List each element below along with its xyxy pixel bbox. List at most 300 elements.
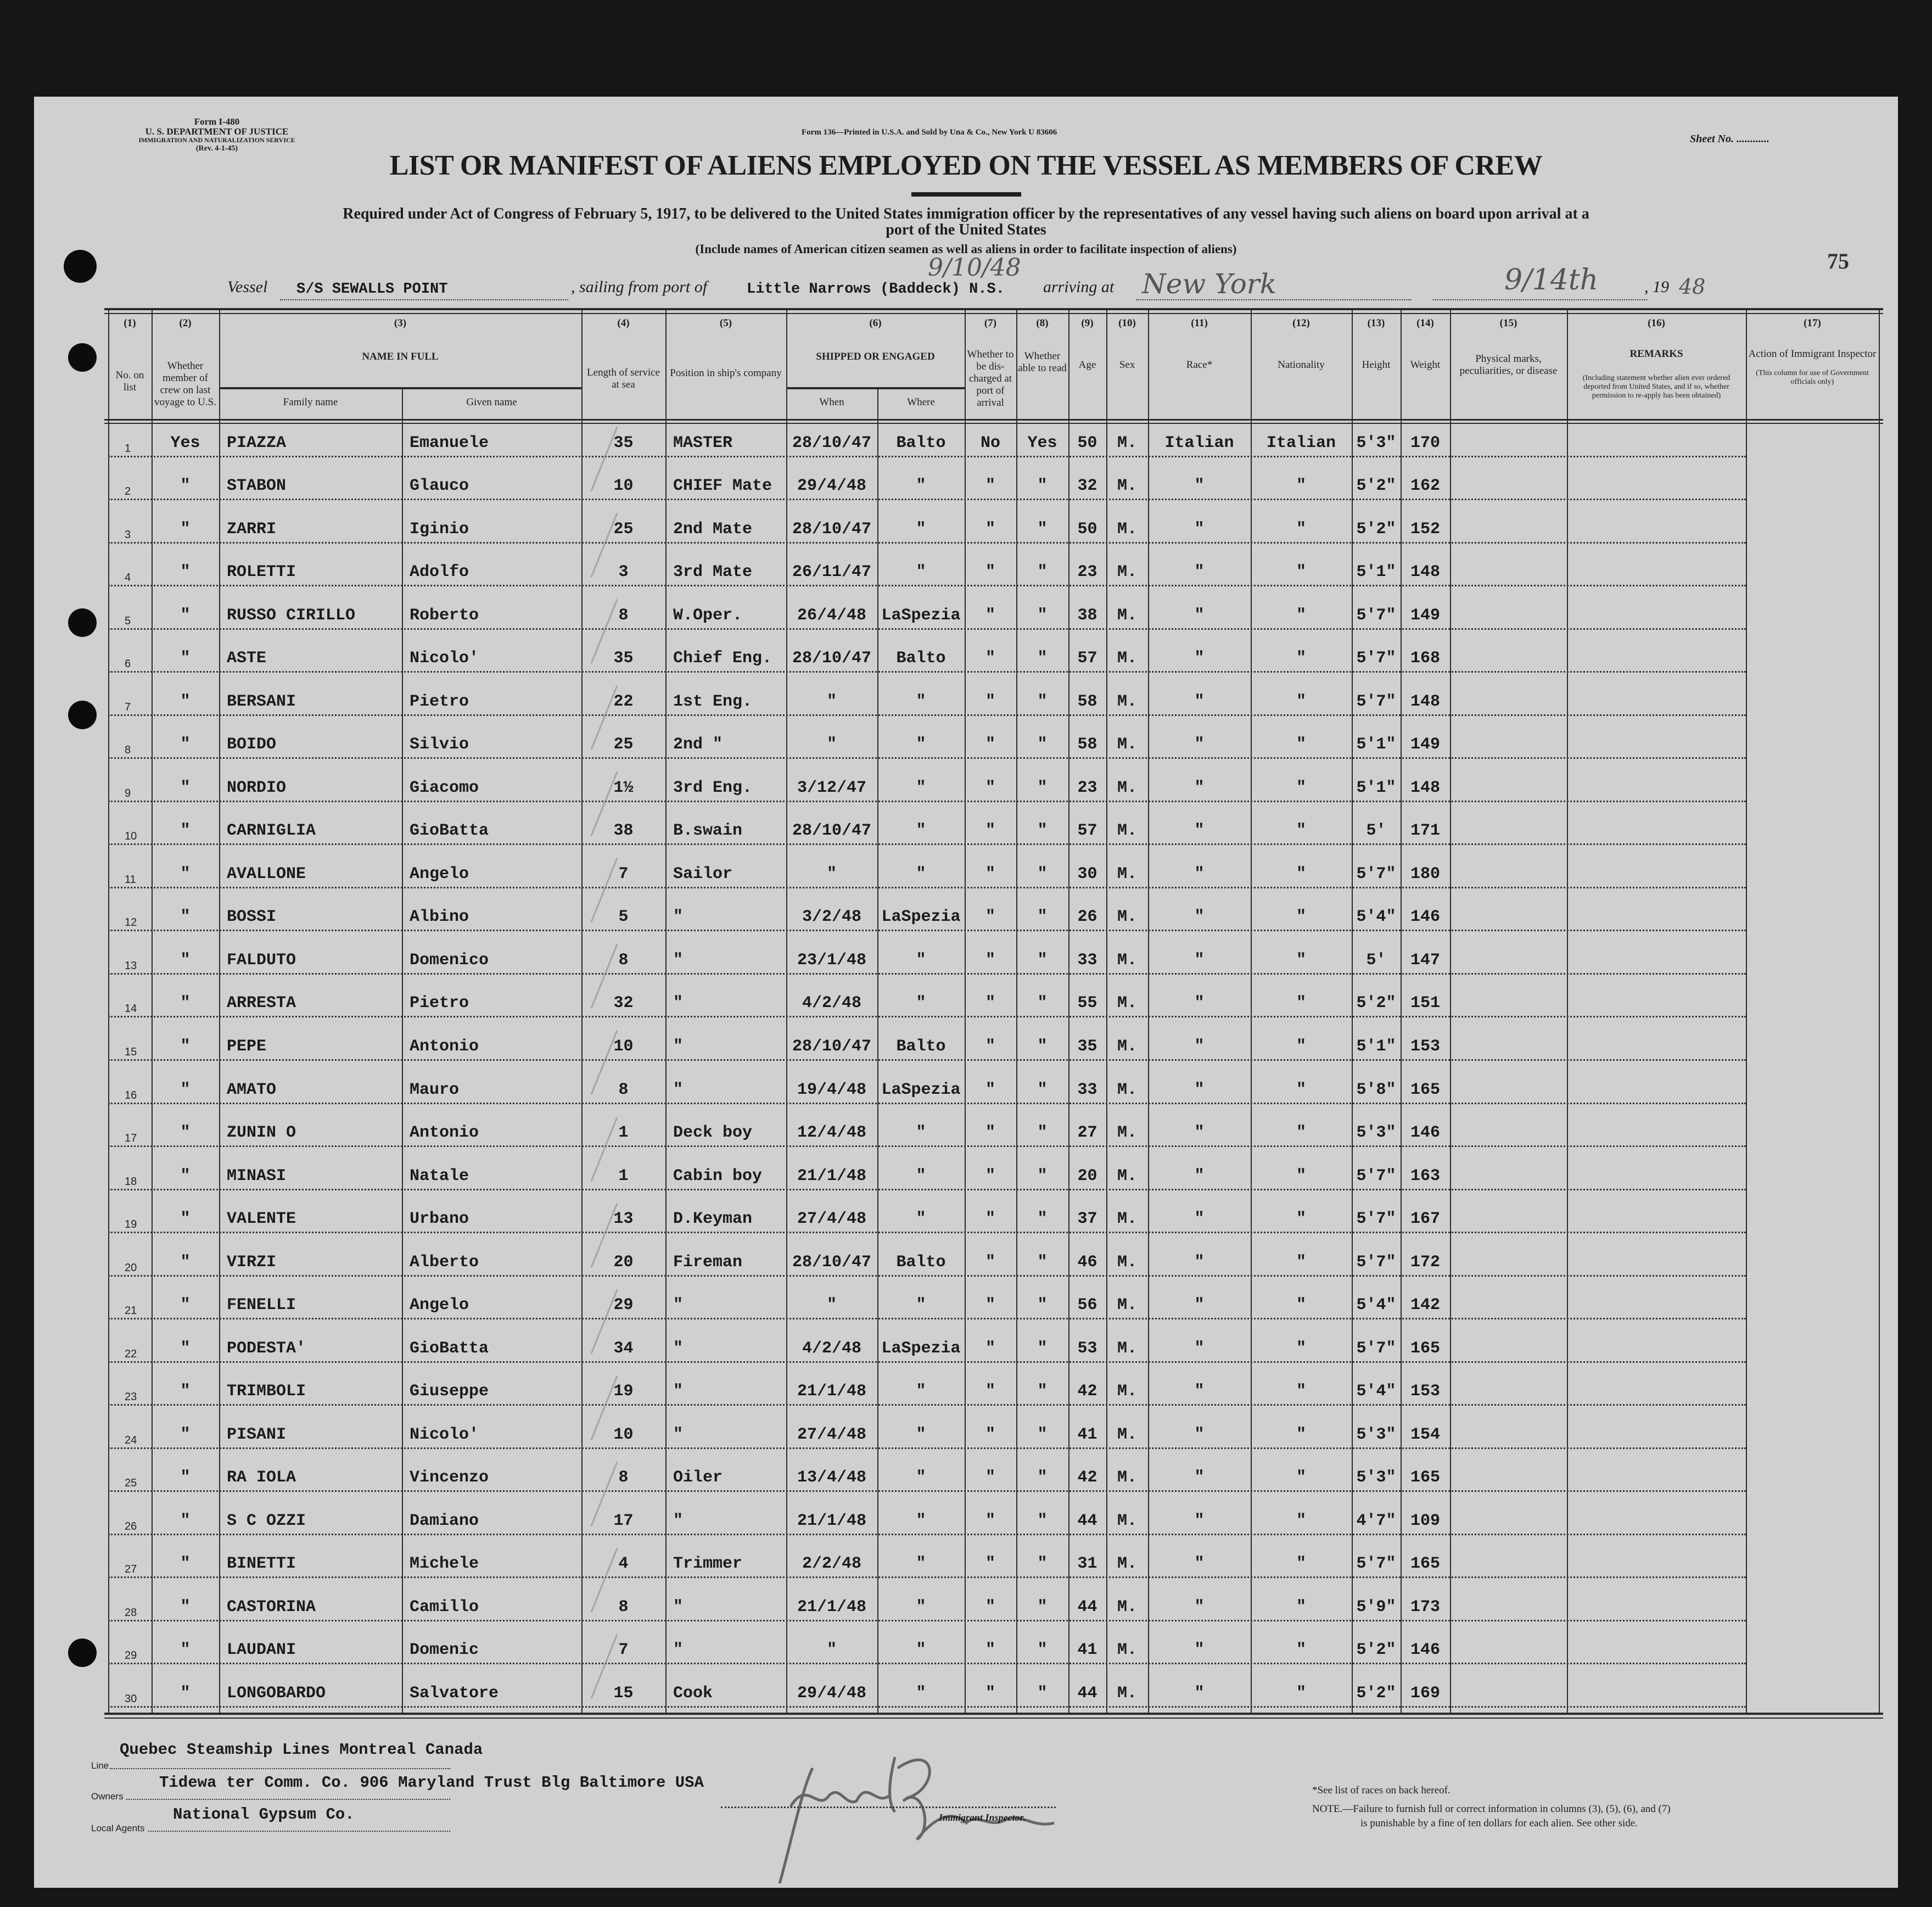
prior-voyage: "	[180, 1080, 191, 1099]
row-divider	[108, 1534, 1746, 1535]
age: 58	[1077, 735, 1097, 754]
sex: M.	[1117, 433, 1137, 452]
given-name: Natale	[410, 1166, 469, 1185]
height: 5'2"	[1356, 477, 1396, 496]
position: Oiler	[673, 1468, 723, 1487]
able-to-read: "	[1037, 1252, 1048, 1272]
nationality: "	[1296, 1554, 1306, 1574]
prior-voyage: "	[180, 1123, 191, 1143]
column-number: (3)	[394, 317, 407, 329]
discharged: "	[985, 1339, 995, 1358]
sex: M.	[1117, 1037, 1137, 1056]
family-name: PEPE	[227, 1037, 267, 1056]
discharged: "	[985, 1166, 995, 1185]
sex: M.	[1117, 1425, 1137, 1444]
department: U. S. DEPARTMENT OF JUSTICE	[145, 126, 289, 137]
sex: M.	[1117, 1339, 1137, 1358]
given-name: GioBatta	[410, 821, 489, 841]
shipped-when: 27/4/48	[797, 1210, 867, 1229]
vessel-dotted-line	[280, 299, 568, 300]
family-name: BINETTI	[227, 1554, 296, 1574]
weight: 169	[1410, 1684, 1440, 1703]
row-number: 9	[125, 787, 131, 799]
nationality: "	[1296, 778, 1306, 797]
position: "	[673, 1597, 684, 1617]
weight: 148	[1410, 563, 1440, 582]
given-name: Giuseppe	[410, 1382, 489, 1401]
sex: M.	[1117, 1468, 1137, 1487]
row-number: 22	[125, 1347, 137, 1360]
weight: 146	[1410, 1123, 1440, 1143]
weight: 165	[1410, 1554, 1440, 1574]
header-c15: Physical marks, peculiarities, or disease	[1459, 353, 1558, 377]
given-name: Angelo	[410, 1296, 469, 1315]
race: "	[1194, 864, 1205, 883]
line-dotted	[110, 1768, 450, 1769]
race: "	[1194, 563, 1205, 582]
family-name: CASTORINA	[227, 1597, 316, 1617]
shipped-where: "	[916, 1511, 926, 1530]
race: Italian	[1164, 433, 1234, 452]
age: 41	[1077, 1641, 1097, 1660]
position: Chief Eng.	[673, 649, 772, 668]
shipped-where: Balto	[896, 433, 946, 452]
date-dotted-line	[1433, 299, 1647, 300]
family-name: PISANI	[227, 1425, 287, 1444]
sex: M.	[1117, 1210, 1137, 1229]
given-name: Urbano	[410, 1210, 469, 1229]
discharged: "	[985, 1641, 995, 1660]
given-name: Pietro	[410, 692, 469, 711]
sailing-port: Little Narrows (Baddeck) N.S.	[747, 281, 1005, 298]
given-name: Michele	[410, 1554, 479, 1574]
header-c1: No. on list	[115, 370, 144, 393]
sex: M.	[1117, 994, 1137, 1013]
service-length: 22	[613, 692, 634, 711]
discharged: "	[985, 778, 995, 797]
shipped-where: "	[916, 563, 926, 582]
height: 5'2"	[1356, 1641, 1396, 1660]
nationality: "	[1296, 735, 1306, 754]
race: "	[1194, 1123, 1205, 1143]
race: "	[1194, 519, 1205, 539]
able-to-read: "	[1037, 1425, 1048, 1444]
sex: M.	[1117, 778, 1137, 797]
nationality: "	[1296, 1511, 1306, 1530]
nationality: "	[1296, 692, 1306, 711]
inspector-label: Immigrant Inspector.	[939, 1812, 1026, 1823]
shipped-when: 4/2/48	[802, 1339, 862, 1358]
shipped-when: 26/11/47	[792, 563, 872, 582]
height: 5'7"	[1356, 864, 1396, 883]
row-number: 30	[125, 1693, 137, 1705]
nationality: "	[1296, 1166, 1306, 1185]
family-name: TRIMBOLI	[227, 1382, 306, 1401]
race: "	[1194, 950, 1205, 970]
row-number: 1	[125, 442, 131, 455]
family-name: PODESTA'	[227, 1339, 306, 1358]
service-length: 29	[613, 1296, 634, 1315]
weight: 149	[1410, 735, 1440, 754]
shipped-when: "	[826, 692, 837, 711]
shipped-when: 26/4/48	[797, 606, 867, 625]
row-divider	[108, 1706, 1746, 1708]
nationality: "	[1296, 1339, 1306, 1358]
position: D.Keyman	[673, 1210, 753, 1229]
row-divider	[108, 628, 1746, 630]
line-label: Line	[91, 1760, 109, 1771]
weight: 173	[1410, 1597, 1440, 1617]
shipped-where: "	[916, 994, 926, 1013]
row-number: 24	[125, 1434, 137, 1446]
row-divider	[108, 1103, 1746, 1104]
able-to-read: "	[1037, 477, 1048, 496]
nationality: "	[1296, 1425, 1306, 1444]
age: 33	[1077, 1080, 1097, 1099]
weight: 147	[1410, 950, 1440, 970]
row-number: 21	[125, 1305, 137, 1317]
family-name: VIRZI	[227, 1252, 277, 1272]
prior-voyage: "	[180, 864, 191, 883]
header-c6: SHIPPED OR ENGAGED	[816, 351, 935, 362]
age: 35	[1077, 1037, 1097, 1056]
height: 5'7"	[1356, 1554, 1396, 1574]
service-length: 8	[618, 1468, 629, 1487]
sheet-number: Sheet No. ............	[1690, 133, 1769, 145]
able-to-read: "	[1037, 864, 1048, 883]
owners-label: Owners	[91, 1791, 124, 1802]
height: 5'1"	[1356, 563, 1396, 582]
position: 2nd "	[673, 735, 723, 754]
prior-voyage: "	[180, 1339, 191, 1358]
service-length: 10	[613, 477, 634, 496]
sex: M.	[1117, 477, 1137, 496]
height: 5'3"	[1356, 1468, 1396, 1487]
line-value: Quebec Steamship Lines Montreal Canada	[120, 1741, 483, 1759]
nationality: "	[1296, 1252, 1306, 1272]
weight: 168	[1410, 649, 1440, 668]
binder-hole	[68, 701, 97, 729]
nationality: "	[1296, 477, 1306, 496]
able-to-read: "	[1037, 1339, 1048, 1358]
discharged: "	[985, 994, 995, 1013]
vessel-label: Vessel	[227, 278, 268, 296]
able-to-read: "	[1037, 519, 1048, 539]
prior-voyage: "	[180, 1468, 191, 1487]
column-number: (7)	[984, 317, 997, 329]
prior-voyage: "	[180, 778, 191, 797]
shipped-subheader-rule	[786, 387, 965, 389]
row-divider	[108, 456, 1746, 457]
sex: M.	[1117, 1382, 1137, 1401]
age: 31	[1077, 1554, 1097, 1574]
weight: 165	[1410, 1080, 1440, 1099]
row-number: 15	[125, 1046, 137, 1058]
able-to-read: "	[1037, 778, 1048, 797]
sex: M.	[1117, 1252, 1137, 1272]
shipped-when: 21/1/48	[797, 1597, 867, 1617]
age: 33	[1077, 950, 1097, 970]
able-to-read: "	[1037, 1166, 1048, 1185]
header-when: When	[819, 396, 844, 408]
header-given-name: Given name	[466, 396, 517, 408]
prior-voyage: "	[180, 1210, 191, 1229]
column-divider	[1746, 308, 1747, 1713]
nationality: "	[1296, 994, 1306, 1013]
service-length: 10	[613, 1425, 634, 1444]
service-length: 8	[618, 950, 629, 970]
agents-dotted	[148, 1831, 450, 1832]
nationality: "	[1296, 1684, 1306, 1703]
service-length: 15	[613, 1684, 634, 1703]
title-rule	[911, 192, 1021, 197]
sex: M.	[1117, 864, 1137, 883]
column-number: (15)	[1499, 317, 1517, 329]
shipped-when: 12/4/48	[797, 1123, 867, 1143]
shipped-where: "	[916, 1684, 926, 1703]
sex: M.	[1117, 519, 1137, 539]
shipped-where: "	[916, 1425, 926, 1444]
height: 5'2"	[1356, 519, 1396, 539]
prior-voyage: "	[180, 908, 191, 927]
given-name: Pietro	[410, 994, 469, 1013]
service-length: 8	[618, 1080, 629, 1099]
sex: M.	[1117, 1511, 1137, 1530]
row-number: 20	[125, 1261, 137, 1274]
age: 55	[1077, 994, 1097, 1013]
inspector-signature	[758, 1746, 1115, 1889]
weight: 151	[1410, 994, 1440, 1013]
nationality: "	[1296, 1597, 1306, 1617]
prior-voyage: "	[180, 1684, 191, 1703]
age: 23	[1077, 778, 1097, 797]
shipped-when: 21/1/48	[797, 1382, 867, 1401]
header-c12: Nationality	[1278, 359, 1325, 371]
nationality: "	[1296, 1296, 1306, 1315]
printer-note: Form 136—Printed in U.S.A. and Sold by Una & Co., New York U 83606	[802, 128, 1057, 137]
table-bottom-rule	[104, 1718, 1883, 1719]
race: "	[1194, 606, 1205, 625]
height: 4'7"	[1356, 1511, 1396, 1530]
able-to-read: "	[1037, 606, 1048, 625]
service-length: 25	[613, 735, 634, 754]
service-length: 7	[618, 864, 629, 883]
prior-voyage: "	[180, 994, 191, 1013]
given-name: Antonio	[410, 1037, 479, 1056]
service-length: 20	[613, 1252, 634, 1272]
shipped-when: 28/10/47	[792, 649, 872, 668]
discharged: "	[985, 1210, 995, 1229]
age: 50	[1077, 519, 1097, 539]
age: 57	[1077, 821, 1097, 841]
given-name: Roberto	[410, 606, 479, 625]
row-divider	[108, 1361, 1746, 1363]
position: Cabin boy	[673, 1166, 763, 1185]
given-name: Emanuele	[410, 433, 489, 452]
position: 3rd Eng.	[673, 778, 753, 797]
service-length: 5	[618, 908, 629, 927]
position: "	[673, 1080, 684, 1099]
row-divider	[108, 1145, 1746, 1147]
discharged: "	[985, 1123, 995, 1143]
row-number: 6	[125, 658, 131, 670]
position: Trimmer	[673, 1554, 743, 1574]
position: 2nd Mate	[673, 519, 753, 539]
header-bottom-rule	[104, 423, 1883, 424]
header-c14: Weight	[1410, 359, 1441, 371]
weight: 149	[1410, 606, 1440, 625]
row-number: 8	[125, 744, 131, 757]
given-name: Alberto	[410, 1252, 479, 1272]
age: 44	[1077, 1511, 1097, 1530]
header-where: Where	[907, 396, 935, 408]
position: 3rd Mate	[673, 563, 753, 582]
column-number: (1)	[124, 317, 136, 329]
header-c17-note: (This column for use of Government officials only)	[1756, 369, 1869, 386]
height: 5'7"	[1356, 1166, 1396, 1185]
header-c17: Action of Immigrant Inspector	[1748, 348, 1877, 360]
weight: 146	[1410, 1641, 1440, 1660]
column-divider	[108, 308, 109, 1713]
race: "	[1194, 1468, 1205, 1487]
age: 42	[1077, 1468, 1097, 1487]
height: 5'3"	[1356, 1425, 1396, 1444]
family-name: STABON	[227, 477, 287, 496]
header-family-name: Family name	[283, 396, 338, 408]
row-divider	[108, 1447, 1746, 1449]
race: "	[1194, 1684, 1205, 1703]
position: 1st Eng.	[673, 692, 753, 711]
family-name: ROLETTI	[227, 563, 296, 582]
able-to-read: "	[1037, 1554, 1048, 1574]
service-length: 13	[613, 1210, 634, 1229]
shipped-when: 21/1/48	[797, 1511, 867, 1530]
shipped-when: 4/2/48	[802, 994, 862, 1013]
race: "	[1194, 778, 1205, 797]
column-divider	[1879, 308, 1880, 1713]
service-length: 34	[613, 1339, 634, 1358]
height: 5'	[1366, 950, 1386, 970]
service: IMMIGRATION AND NATURALIZATION SERVICE	[138, 136, 295, 144]
header-c2: Whether member of crew on last voyage to U.S.	[154, 360, 216, 408]
row-divider	[108, 542, 1746, 544]
discharged: "	[985, 1080, 995, 1099]
weight: 142	[1410, 1296, 1440, 1315]
shipped-where: "	[916, 735, 926, 754]
service-length: 3	[618, 563, 629, 582]
family-name: FALDUTO	[227, 950, 296, 970]
discharged: "	[985, 821, 995, 841]
nationality: "	[1296, 1468, 1306, 1487]
position: Fireman	[673, 1252, 743, 1272]
shipped-where: "	[916, 1296, 926, 1315]
able-to-read: "	[1037, 1597, 1048, 1617]
age: 53	[1077, 1339, 1097, 1358]
prior-voyage: "	[180, 735, 191, 754]
arriving-port-handwritten: New York	[1142, 268, 1276, 300]
nationality: "	[1296, 563, 1306, 582]
position: CHIEF Mate	[673, 477, 772, 496]
discharged: "	[985, 1684, 995, 1703]
shipped-when: 3/2/48	[802, 908, 862, 927]
sex: M.	[1117, 1597, 1137, 1617]
discharged: "	[985, 1425, 995, 1444]
service-length: 35	[613, 433, 634, 452]
prior-voyage: "	[180, 1641, 191, 1660]
nationality: "	[1296, 821, 1306, 841]
family-name: AVALLONE	[227, 864, 306, 883]
sailing-date-handwritten: 9/10/48	[928, 254, 1021, 282]
race: "	[1194, 477, 1205, 496]
service-length: 8	[618, 1597, 629, 1617]
shipped-where: "	[916, 1166, 926, 1185]
position: "	[673, 1511, 684, 1530]
race: "	[1194, 1641, 1205, 1660]
height: 5'7"	[1356, 692, 1396, 711]
position: Cook	[673, 1684, 713, 1703]
shipped-where: "	[916, 950, 926, 970]
shipped-when: 27/4/48	[797, 1425, 867, 1444]
height: 5'9"	[1356, 1597, 1396, 1617]
discharged: "	[985, 1597, 995, 1617]
family-name: ASTE	[227, 649, 267, 668]
age: 57	[1077, 649, 1097, 668]
row-number: 23	[125, 1391, 137, 1403]
age: 23	[1077, 563, 1097, 582]
able-to-read: "	[1037, 563, 1048, 582]
able-to-read: "	[1037, 1210, 1048, 1229]
able-to-read: "	[1037, 1511, 1048, 1530]
shipped-where: "	[916, 477, 926, 496]
weight: 153	[1410, 1382, 1440, 1401]
shipped-where: "	[916, 519, 926, 539]
service-length: 8	[618, 606, 629, 625]
position: Deck boy	[673, 1123, 753, 1143]
sex: M.	[1117, 735, 1137, 754]
service-length: 10	[613, 1037, 634, 1056]
given-name: Antonio	[410, 1123, 479, 1143]
able-to-read: "	[1037, 1123, 1048, 1143]
position: MASTER	[673, 433, 733, 452]
given-name: Glauco	[410, 477, 469, 496]
nationality: "	[1296, 1382, 1306, 1401]
row-divider	[108, 499, 1746, 500]
able-to-read: "	[1037, 1080, 1048, 1099]
family-name: RUSSO CIRILLO	[227, 606, 356, 625]
family-name: NORDIO	[227, 778, 287, 797]
shipped-where: Balto	[896, 1037, 946, 1056]
given-name: Damiano	[410, 1511, 479, 1530]
weight: 163	[1410, 1166, 1440, 1185]
given-name: Giacomo	[410, 778, 479, 797]
fine-note-2: is punishable by a fine of ten dollars for each alien. See other side.	[1360, 1817, 1638, 1829]
row-number: 14	[125, 1003, 137, 1015]
height: 5'3"	[1356, 1123, 1396, 1143]
age: 20	[1077, 1166, 1097, 1185]
height: 5'4"	[1356, 1296, 1396, 1315]
race: "	[1194, 1511, 1205, 1530]
prior-voyage: "	[180, 519, 191, 539]
weight: 148	[1410, 692, 1440, 711]
table-top-rule	[104, 308, 1883, 310]
weight: 167	[1410, 1210, 1440, 1229]
shipped-where: LaSpezia	[881, 606, 961, 625]
race: "	[1194, 1252, 1205, 1272]
given-name: Domenico	[410, 950, 489, 970]
given-name: GioBatta	[410, 1339, 489, 1358]
header-c13: Height	[1362, 359, 1391, 371]
height: 5'7"	[1356, 1252, 1396, 1272]
